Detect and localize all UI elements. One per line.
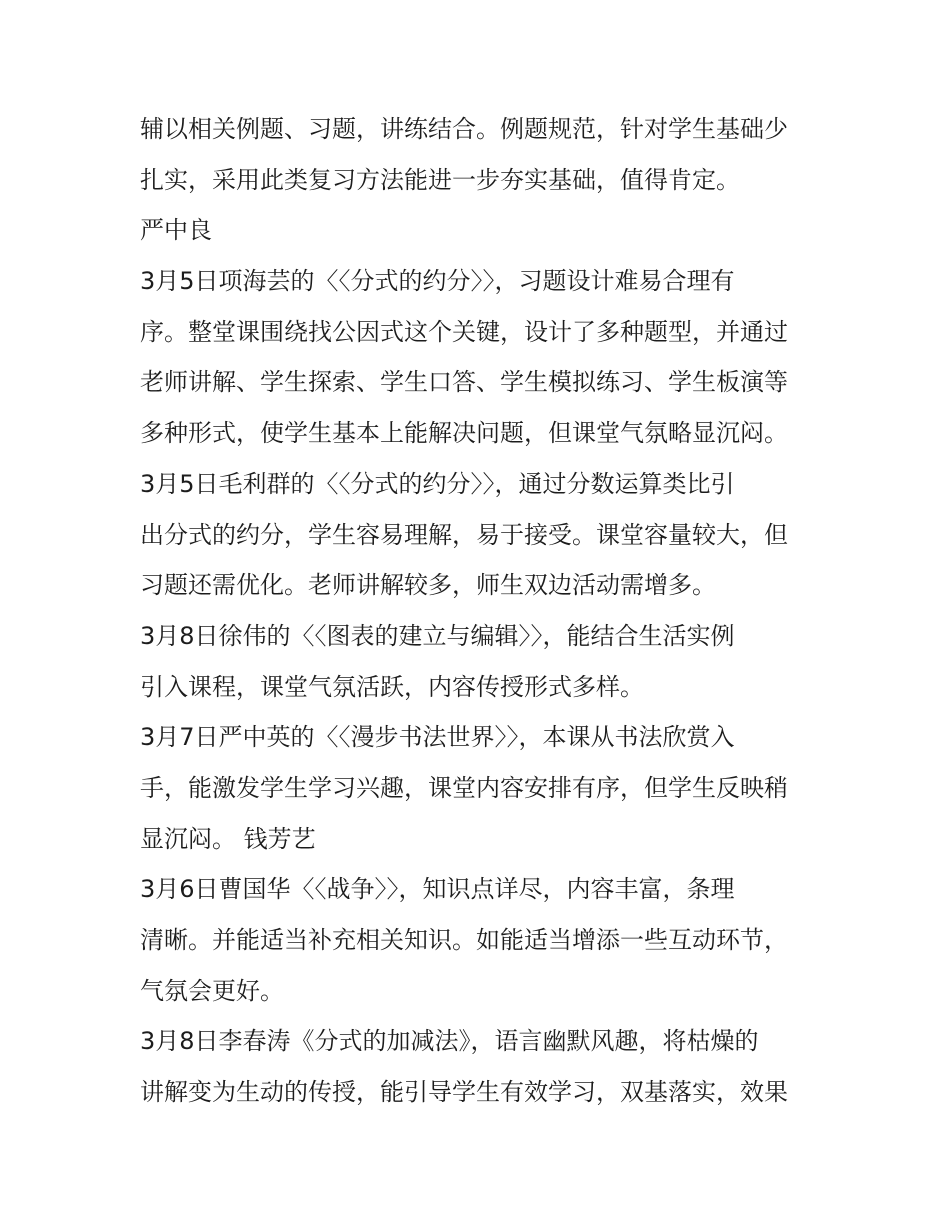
text-line: 3月7日严中英的〈〈漫步书法世界〉〉，本课从书法欣赏入: [140, 723, 735, 752]
text-line: 3月6日曹国华〈〈战争〉〉，知识点详尽，内容丰富，条理: [140, 875, 735, 904]
text-line: 显沉闷。 钱芳艺: [140, 824, 316, 853]
text-line: 出分式的约分，学生容易理解，易于接受。课堂容量较大，但: [140, 520, 788, 549]
text-line: 3月8日徐伟的〈〈图表的建立与编辑〉〉，能结合生活实例: [140, 621, 735, 650]
text-line: 老师讲解、学生探索、学生口答、学生模拟练习、学生板演等: [140, 368, 788, 397]
text-line: 序。整堂课围绕找公因式这个关键，设计了多种题型，并通过: [140, 317, 788, 346]
text-line: 清晰。并能适当补充相关知识。如能适当增添一些互动环节，: [140, 926, 788, 954]
text-line: 讲解变为生动的传授，能引导学生有效学习，双基落实，效果: [140, 1078, 788, 1107]
author-name: 严中良: [140, 216, 212, 245]
text-line: 辅以相关例题、习题，讲练结合。例题规范，针对学生基础少: [140, 115, 788, 143]
text-line: 多种形式，使学生基本上能解决问题，但课堂气氛略显沉闷。: [140, 419, 788, 448]
text-line: 气氛会更好。: [140, 976, 284, 1005]
text-line: 手，能激发学生学习兴趣，课堂内容安排有序，但学生反映稍: [140, 773, 788, 802]
text-line: 引入课程，课堂气氛活跃，内容传授形式多样。: [140, 672, 644, 701]
document-body: [140, 104, 820, 1118]
text-line: 习题还需优化。老师讲解较多，师生双边活动需增多。: [140, 571, 716, 600]
text-line: 3月5日项海芸的〈〈分式的约分〉〉，习题设计难易合理有: [140, 267, 735, 296]
text-line: 扎实，采用此类复习方法能进一步夯实基础，值得肯定。: [140, 165, 740, 194]
text-line: 3月5日毛利群的〈〈分式的约分〉〉，通过分数运算类比引: [140, 469, 735, 498]
text-line: 3月8日李春涛《分式的加减法》，语言幽默风趣，将枯燥的: [140, 1027, 759, 1056]
